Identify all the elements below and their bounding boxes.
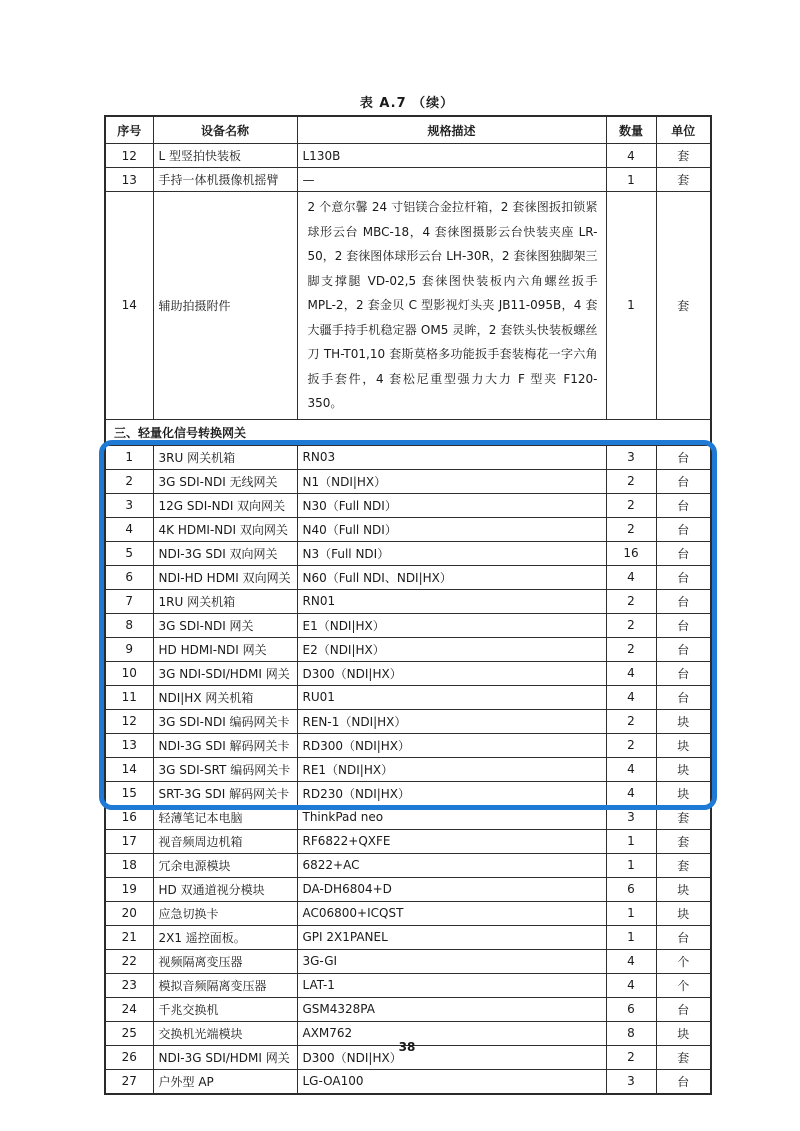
unit-cell: 台 — [656, 445, 711, 469]
table-row — [105, 493, 711, 517]
row-number-cell: 6 — [105, 565, 153, 589]
row-number-cell: 12 — [105, 144, 153, 168]
unit-cell: 块 — [656, 1021, 711, 1045]
row-number-cell: 25 — [105, 1021, 153, 1045]
table-row — [105, 517, 711, 541]
unit-cell: 套 — [656, 144, 711, 168]
row-number-cell: 17 — [105, 829, 153, 853]
device-name-cell: 手持一体机摄像机摇臂 — [153, 168, 297, 192]
device-name-cell: 2X1 遥控面板。 — [153, 925, 297, 949]
unit-cell: 台 — [656, 685, 711, 709]
table-row — [105, 853, 711, 877]
device-name-cell: 3G SDI-NDI 无线网关 — [153, 469, 297, 493]
spec-cell: REN-1（NDI|HX） — [297, 709, 606, 733]
spec-cell: LAT-1 — [297, 973, 606, 997]
device-name-cell: 4K HDMI-NDI 双向网关 — [153, 517, 297, 541]
qty-cell: 3 — [606, 1069, 656, 1094]
device-name-cell: HD HDMI-NDI 网关 — [153, 637, 297, 661]
spec-cell: — — [297, 168, 606, 192]
table-row — [105, 637, 711, 661]
row-number-cell: 4 — [105, 517, 153, 541]
row-number-cell: 13 — [105, 168, 153, 192]
device-name-cell: L 型竖拍快装板 — [153, 144, 297, 168]
row-number-cell: 8 — [105, 613, 153, 637]
table-row — [105, 685, 711, 709]
row-number-cell: 20 — [105, 901, 153, 925]
device-name-cell: 户外型 AP — [153, 1069, 297, 1094]
unit-cell: 块 — [656, 709, 711, 733]
unit-cell: 套 — [656, 1045, 711, 1069]
spec-cell: 3G-GI — [297, 949, 606, 973]
device-name-cell: 千兆交换机 — [153, 997, 297, 1021]
device-name-cell: HD 双通道视分模块 — [153, 877, 297, 901]
device-name-cell: 视音频周边机箱 — [153, 829, 297, 853]
device-name-cell: 轻薄笔记本电脑 — [153, 805, 297, 829]
table-row — [105, 805, 711, 829]
column-header-name: 设备名称 — [153, 116, 297, 144]
row-number-cell: 3 — [105, 493, 153, 517]
row-number-cell: 23 — [105, 973, 153, 997]
table-row — [105, 877, 711, 901]
column-header-qty: 数量 — [606, 116, 656, 144]
unit-cell: 个 — [656, 949, 711, 973]
qty-cell: 1 — [606, 829, 656, 853]
row-number-cell: 24 — [105, 997, 153, 1021]
qty-cell: 4 — [606, 565, 656, 589]
qty-cell: 6 — [606, 997, 656, 1021]
unit-cell: 台 — [656, 637, 711, 661]
table-row — [105, 613, 711, 637]
device-name-cell: NDI-3G SDI/HDMI 网关 — [153, 1045, 297, 1069]
qty-cell: 6 — [606, 877, 656, 901]
table-row — [105, 589, 711, 613]
table-row — [105, 997, 711, 1021]
unit-cell: 套 — [656, 192, 711, 420]
row-number-cell: 13 — [105, 733, 153, 757]
spec-cell: E1（NDI|HX） — [297, 613, 606, 637]
table-row — [105, 144, 711, 168]
table-row — [105, 829, 711, 853]
device-name-cell: 应急切换卡 — [153, 901, 297, 925]
spec-cell: RU01 — [297, 685, 606, 709]
table-row — [105, 192, 711, 420]
device-name-cell: 冗余电源模块 — [153, 853, 297, 877]
device-name-cell: 1RU 网关机箱 — [153, 589, 297, 613]
device-name-cell: 模拟音频隔离变压器 — [153, 973, 297, 997]
spec-cell: RN03 — [297, 445, 606, 469]
qty-cell: 2 — [606, 589, 656, 613]
spec-cell: GSM4328PA — [297, 997, 606, 1021]
spec-cell: AC06800+ICQST — [297, 901, 606, 925]
table-row — [105, 901, 711, 925]
spec-cell: RN01 — [297, 589, 606, 613]
row-number-cell: 15 — [105, 781, 153, 805]
row-number-cell: 5 — [105, 541, 153, 565]
device-name-cell: NDI-3G SDI 解码网关卡 — [153, 733, 297, 757]
device-name-cell: NDI|HX 网关机箱 — [153, 685, 297, 709]
device-name-cell: 交换机光端模块 — [153, 1021, 297, 1045]
device-name-cell: NDI-HD HDMI 双向网关 — [153, 565, 297, 589]
table-row — [105, 168, 711, 192]
qty-cell: 3 — [606, 805, 656, 829]
row-number-cell: 1 — [105, 445, 153, 469]
table-row — [105, 709, 711, 733]
spec-cell: ThinkPad neo — [297, 805, 606, 829]
qty-cell: 3 — [606, 445, 656, 469]
qty-cell: 4 — [606, 973, 656, 997]
row-number-cell: 19 — [105, 877, 153, 901]
spec-cell: E2（NDI|HX） — [297, 637, 606, 661]
unit-cell: 台 — [656, 661, 711, 685]
device-name-cell: 辅助拍摄附件 — [153, 192, 297, 420]
column-header-unit: 单位 — [656, 116, 711, 144]
qty-cell: 2 — [606, 493, 656, 517]
table-row — [105, 925, 711, 949]
row-number-cell: 14 — [105, 757, 153, 781]
unit-cell: 块 — [656, 781, 711, 805]
spec-cell: N60（Full NDI、NDI|HX） — [297, 565, 606, 589]
unit-cell: 台 — [656, 925, 711, 949]
device-name-cell: 3G SDI-NDI 网关 — [153, 613, 297, 637]
unit-cell: 块 — [656, 757, 711, 781]
spec-cell: RE1（NDI|HX） — [297, 757, 606, 781]
table-row — [105, 949, 711, 973]
device-name-cell: 3G SDI-NDI 编码网关卡 — [153, 709, 297, 733]
row-number-cell: 22 — [105, 949, 153, 973]
qty-cell: 4 — [606, 757, 656, 781]
row-number-cell: 9 — [105, 637, 153, 661]
spec-cell: RD230（NDI|HX） — [297, 781, 606, 805]
qty-cell: 4 — [606, 661, 656, 685]
page-number: 38 — [398, 1040, 416, 1054]
qty-cell: 2 — [606, 613, 656, 637]
unit-cell: 台 — [656, 997, 711, 1021]
row-number-cell: 2 — [105, 469, 153, 493]
table-container — [104, 115, 710, 1095]
section-header-row — [105, 419, 711, 445]
unit-cell: 套 — [656, 829, 711, 853]
table-row — [105, 781, 711, 805]
table-row — [105, 1069, 711, 1094]
device-name-cell: 3RU 网关机箱 — [153, 445, 297, 469]
header-row — [105, 116, 711, 144]
unit-cell: 台 — [656, 589, 711, 613]
row-number-cell: 11 — [105, 685, 153, 709]
spec-cell: RF6822+QXFE — [297, 829, 606, 853]
qty-cell: 16 — [606, 541, 656, 565]
qty-cell: 2 — [606, 469, 656, 493]
qty-cell: 4 — [606, 781, 656, 805]
table-row — [105, 973, 711, 997]
row-number-cell: 27 — [105, 1069, 153, 1094]
row-number-cell: 12 — [105, 709, 153, 733]
unit-cell: 台 — [656, 469, 711, 493]
device-name-cell: 视频隔离变压器 — [153, 949, 297, 973]
row-number-cell: 18 — [105, 853, 153, 877]
table-title: 表 A.7 （续） — [359, 96, 455, 111]
table-row — [105, 445, 711, 469]
qty-cell: 2 — [606, 637, 656, 661]
unit-cell: 台 — [656, 1069, 711, 1094]
qty-cell: 2 — [606, 733, 656, 757]
qty-cell: 4 — [606, 949, 656, 973]
unit-cell: 套 — [656, 805, 711, 829]
row-number-cell: 10 — [105, 661, 153, 685]
qty-cell: 1 — [606, 853, 656, 877]
spec-cell: D300（NDI|HX） — [297, 661, 606, 685]
spec-cell: LG-OA100 — [297, 1069, 606, 1094]
table-row — [105, 541, 711, 565]
row-number-cell: 16 — [105, 805, 153, 829]
spec-cell: AXM762 — [297, 1021, 606, 1045]
spec-cell: N1（NDI|HX） — [297, 469, 606, 493]
device-name-cell: 12G SDI-NDI 双向网关 — [153, 493, 297, 517]
spec-cell: D300（NDI|HX） — [297, 1045, 606, 1069]
qty-cell: 8 — [606, 1021, 656, 1045]
spec-cell: DA-DH6804+D — [297, 877, 606, 901]
device-name-cell: SRT-3G SDI 解码网关卡 — [153, 781, 297, 805]
unit-cell: 台 — [656, 493, 711, 517]
qty-cell: 1 — [606, 925, 656, 949]
spec-cell: 2 个意尔馨 24 寸铝镁合金拉杆箱，2 套徕图扳扣锁紧球形云台 MBC-18，4 套徕图摄影云台快装夹座 LR-50，2 套徕图体球形云台 LH-30R，2 套徕图独脚架三脚支撑腿 VD-02,5 套徕图快装板内六角螺丝扳手 MPL-2，2 套金贝 C 型影视灯头夹 JB11-095B，4 套大疆手持手机稳定器 OM5 灵眸，2 套铁头快装板螺丝刀 TH-T01,10 套斯莫格多功能扳手套装梅花一字六角扳手套件，4 套松尼重型强力大力 F 型夹 F120-350。 — [297, 192, 606, 420]
table-row — [105, 469, 711, 493]
qty-cell: 1 — [606, 901, 656, 925]
table-row — [105, 757, 711, 781]
section-header-label: 三、轻量化信号转换网关 — [105, 419, 711, 445]
qty-cell: 2 — [606, 517, 656, 541]
device-name-cell: 3G SDI-SRT 编码网关卡 — [153, 757, 297, 781]
spec-cell: N3（Full NDI） — [297, 541, 606, 565]
unit-cell: 个 — [656, 973, 711, 997]
qty-cell: 4 — [606, 685, 656, 709]
spec-cell: N30（Full NDI） — [297, 493, 606, 517]
qty-cell: 2 — [606, 709, 656, 733]
unit-cell: 台 — [656, 565, 711, 589]
spec-cell: N40（Full NDI） — [297, 517, 606, 541]
qty-cell: 1 — [606, 168, 656, 192]
qty-cell: 1 — [606, 192, 656, 420]
spec-cell: GPI 2X1PANEL — [297, 925, 606, 949]
table-row — [105, 661, 711, 685]
row-number-cell: 14 — [105, 192, 153, 420]
unit-cell: 台 — [656, 613, 711, 637]
row-number-cell: 21 — [105, 925, 153, 949]
column-header-spec: 规格描述 — [297, 116, 606, 144]
spec-cell: RD300（NDI|HX） — [297, 733, 606, 757]
device-name-cell: NDI-3G SDI 双向网关 — [153, 541, 297, 565]
row-number-cell: 7 — [105, 589, 153, 613]
table-row — [105, 733, 711, 757]
unit-cell: 套 — [656, 853, 711, 877]
unit-cell: 块 — [656, 733, 711, 757]
device-name-cell: 3G NDI-SDI/HDMI 网关 — [153, 661, 297, 685]
spec-cell: 6822+AC — [297, 853, 606, 877]
qty-cell: 4 — [606, 144, 656, 168]
qty-cell: 2 — [606, 1045, 656, 1069]
unit-cell: 台 — [656, 541, 711, 565]
unit-cell: 台 — [656, 517, 711, 541]
unit-cell: 块 — [656, 877, 711, 901]
equipment-table — [104, 115, 712, 1095]
column-header-no: 序号 — [105, 116, 153, 144]
unit-cell: 块 — [656, 901, 711, 925]
row-number-cell: 26 — [105, 1045, 153, 1069]
table-row — [105, 565, 711, 589]
spec-cell: L130B — [297, 144, 606, 168]
unit-cell: 套 — [656, 168, 711, 192]
